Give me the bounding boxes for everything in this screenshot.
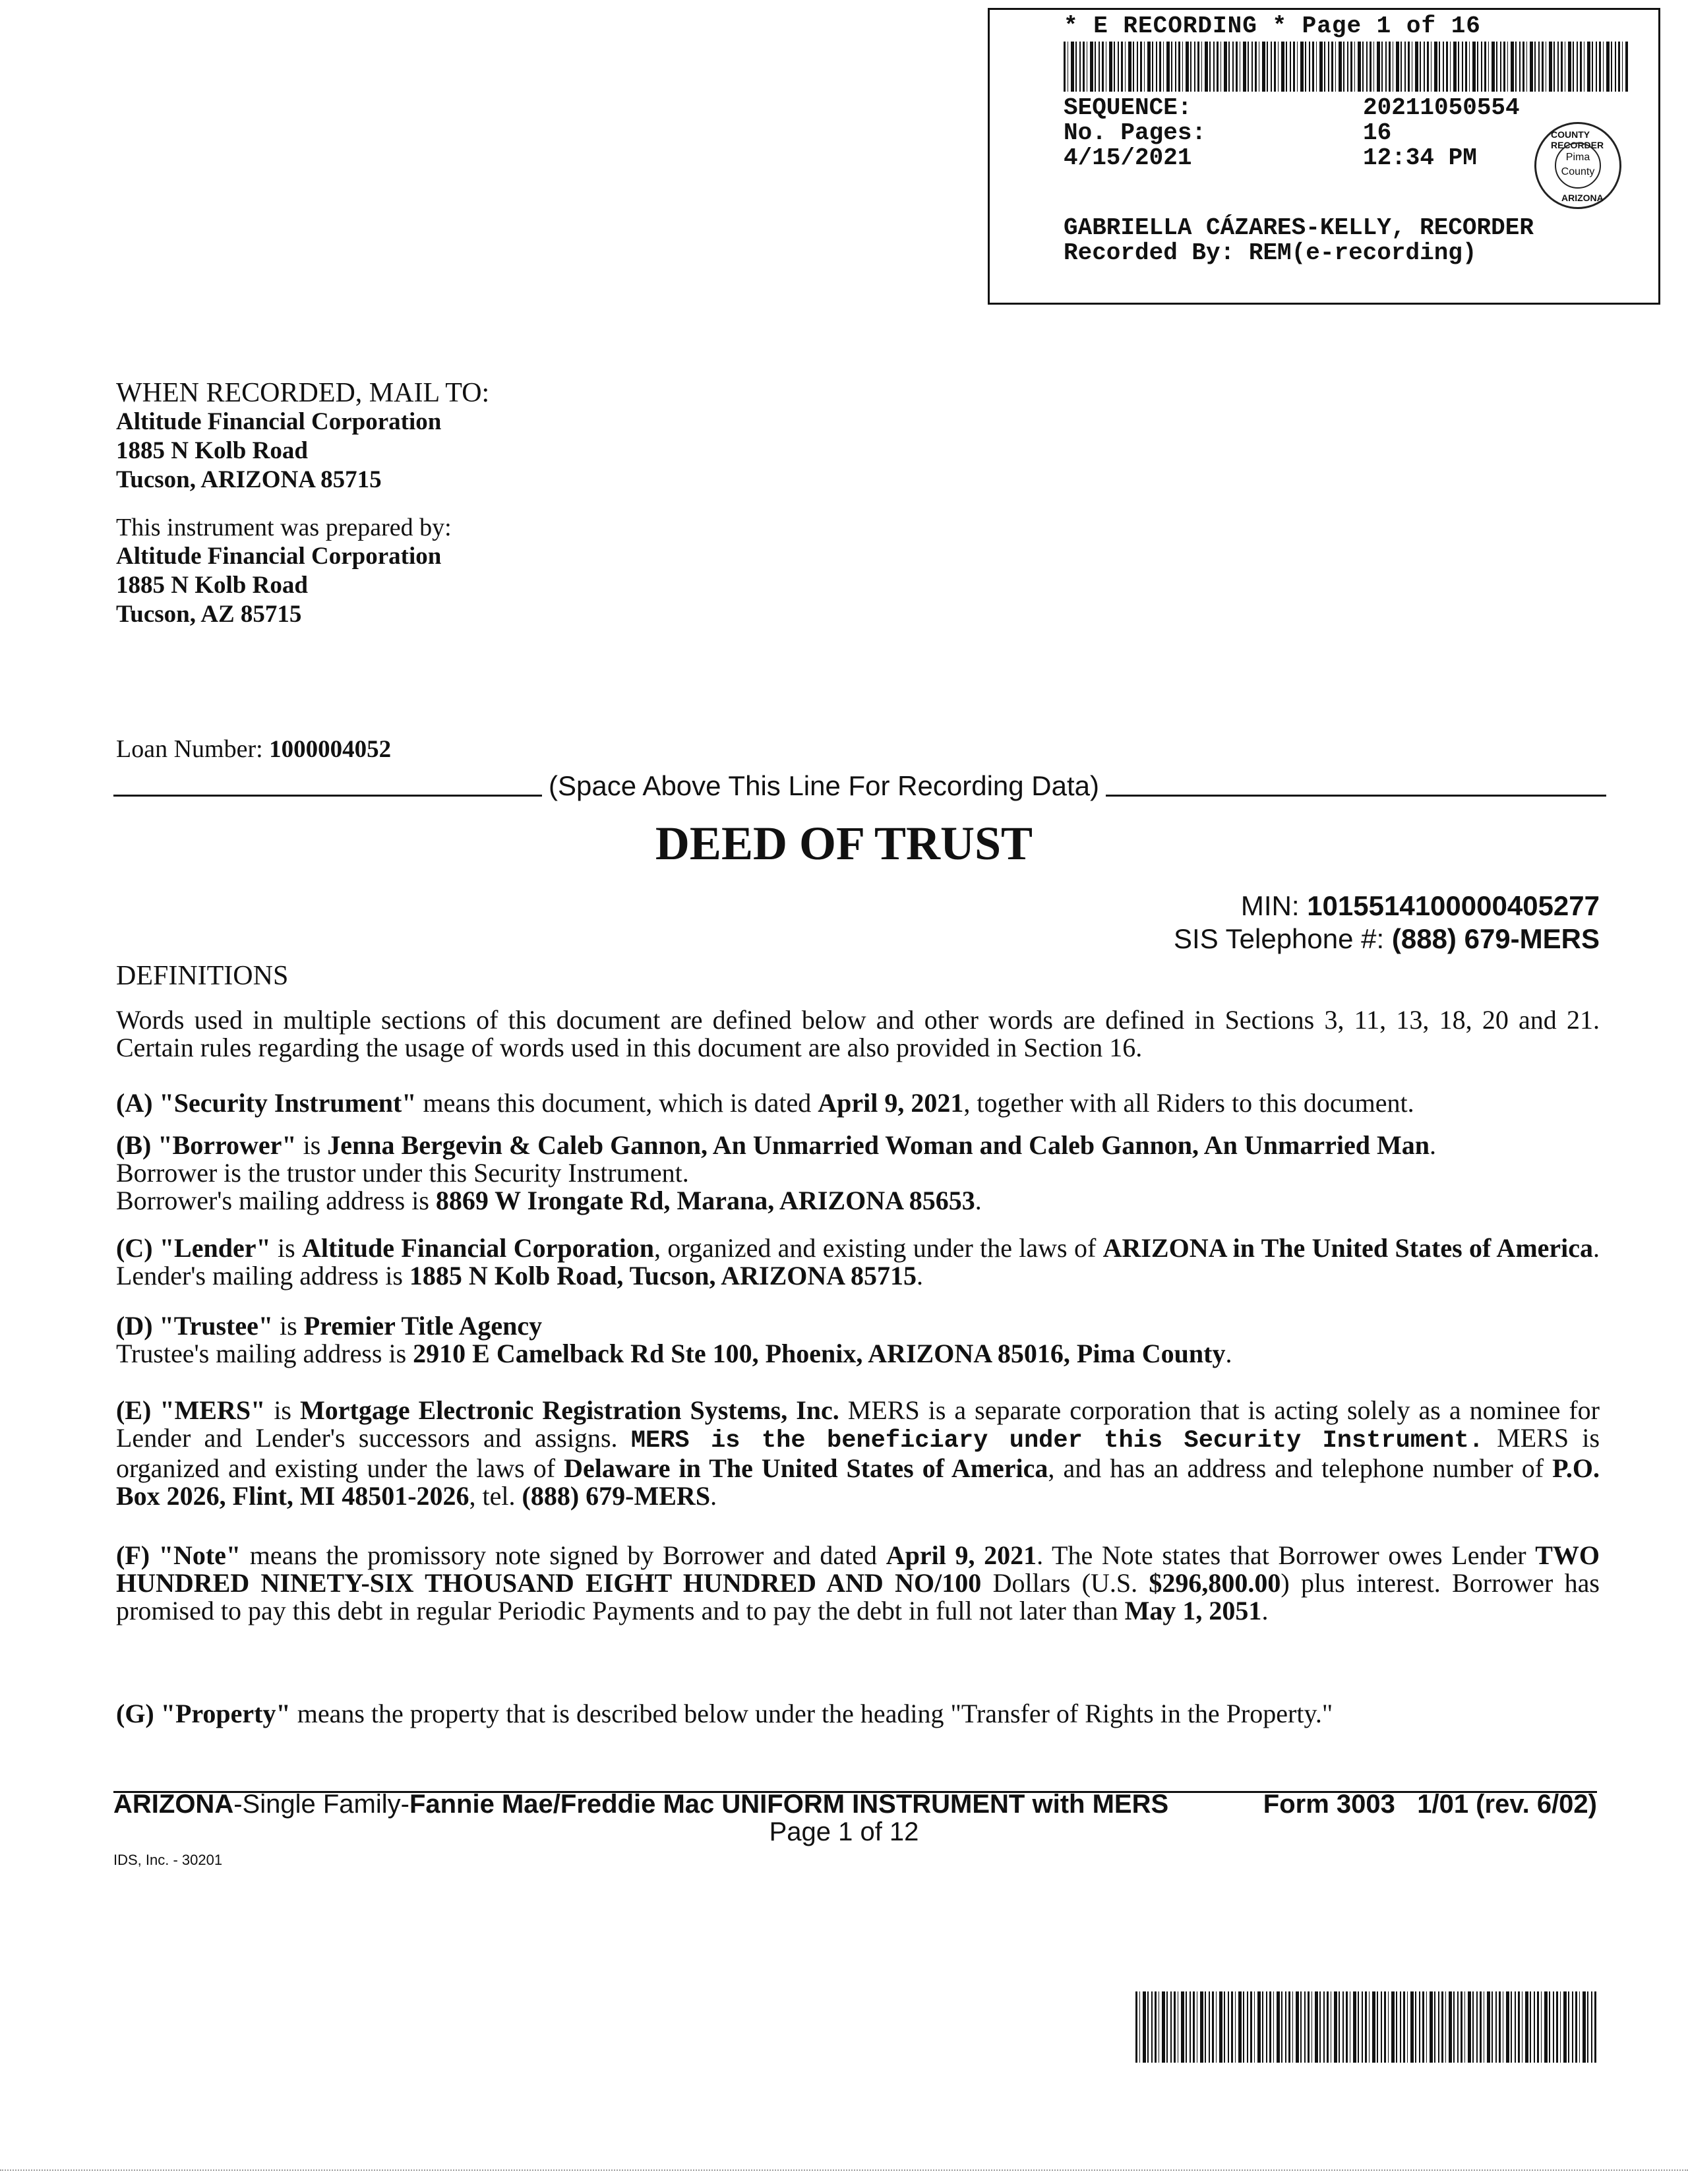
trustee-address: 2910 E Camelback Rd Ste 100, Phoenix, ARIZONA 85016, Pima County (413, 1339, 1226, 1368)
note-date: April 9, 2021 (886, 1540, 1037, 1570)
def-text: is (265, 1395, 301, 1425)
def-text: . (1429, 1130, 1436, 1160)
loan-number-value: 1000004052 (269, 736, 392, 763)
def-text: means the promissory note signed by Borrower and dated (241, 1540, 886, 1570)
lender-name: Altitude Financial Corporation (302, 1233, 655, 1263)
def-text: ) plus interest. Borrower has promised to pay this debt in regular Periodic Payments and to pay the debt in full not later than (116, 1568, 1600, 1625)
rule-right (1106, 795, 1606, 797)
definition-a (116, 1089, 1600, 1117)
mers-laws: Delaware in The United States of America (564, 1453, 1048, 1483)
lender-laws: ARIZONA in The United States of America (1102, 1233, 1594, 1263)
borrower-names: Jenna Bergevin & Caleb Gannon, An Unmarried Woman and Caleb Gannon, An Unmarried Man (327, 1130, 1430, 1160)
sequence-label: SEQUENCE: (1064, 94, 1192, 121)
sis-value: (888) 679-MERS (1391, 923, 1600, 954)
mail-to-line: Tucson, ARIZONA 85715 (116, 466, 382, 493)
term-property: (G) "Property" (116, 1699, 291, 1728)
space-above-text: (Space Above This Line For Recording Data) (549, 770, 1099, 801)
def-text: , organized and existing under the laws of (654, 1233, 1103, 1263)
definition-e (116, 1397, 1600, 1510)
min-label: MIN: (1240, 890, 1300, 921)
maturity-date: May 1, 2051 (1124, 1596, 1262, 1625)
recording-space-line (113, 770, 1606, 802)
recorded-by: Recorded By: REM(e-recording) (1064, 239, 1477, 266)
min-value: 1015514100000405277 (1307, 890, 1600, 921)
definition-d (116, 1312, 1600, 1368)
seal-arc-top: COUNTY RECORDER (1551, 129, 1604, 150)
def-text: . (710, 1481, 717, 1511)
mail-to-line: 1885 N Kolb Road (116, 437, 308, 464)
def-text: . (975, 1186, 982, 1215)
footer-form: Form 3003 1/01 (rev. 6/02) (1263, 1790, 1597, 1819)
ids-code: IDS, Inc. - 30201 (113, 1852, 223, 1868)
recorder-name: GABRIELLA CÁZARES-KELLY, RECORDER (1064, 214, 1534, 241)
amount-figure: $296,800.00 (1149, 1568, 1281, 1598)
term-note: (F) "Note" (116, 1540, 241, 1570)
mers-name: Mortgage Electronic Registration Systems, Inc. (300, 1395, 839, 1425)
definitions-heading: DEFINITIONS (116, 961, 289, 991)
def-text: is (270, 1233, 303, 1263)
stamp-header: * E RECORDING * Page 1 of 16 (1064, 13, 1481, 40)
def-text: , and has an address and telephone number of (1048, 1453, 1553, 1483)
sis-label: SIS Telephone #: (1174, 923, 1385, 954)
borrower-address: 8869 W Irongate Rd, Marana, ARIZONA 85653 (435, 1186, 975, 1215)
mers-address: P.O. Box 2026, Flint, MI 48501-2026 (116, 1453, 1600, 1511)
definition-g (116, 1700, 1600, 1728)
def-text: MERS is a separate corporation that is acting solely as a nominee for Lender and Lender's successors and assigns. (116, 1395, 1600, 1453)
def-text: means the property that is described below under the heading "Transfer of Rights in the Property." (290, 1699, 1333, 1728)
sequence-value: 20211050554 (1363, 94, 1520, 121)
loan-number-label: Loan Number: (116, 735, 263, 763)
definitions-intro: Words used in multiple sections of this document are defined below and other words are defined in Sections 3, 11, 13, 18, 20 and 21. Certain rules regarding the usage of words used in this document are also provided in Section 16. (116, 1005, 1600, 1062)
footer-uniform: Fannie Mae/Freddie Mac UNIFORM INSTRUMENT with MERS (409, 1790, 1169, 1819)
rule-left (113, 795, 542, 797)
def-text: . (1225, 1339, 1232, 1368)
definition-f (116, 1542, 1600, 1625)
footer-state: ARIZONA (113, 1790, 234, 1819)
def-text: MERS is organized and existing under the laws of (116, 1423, 1600, 1483)
form-footer (113, 1790, 1597, 1819)
min-line (1241, 890, 1600, 922)
pages-value: 16 (1363, 119, 1392, 146)
term-borrower: (B) "Borrower" (116, 1130, 297, 1160)
recording-date: 4/15/2021 (1064, 144, 1192, 171)
prepared-by-line: 1885 N Kolb Road (116, 572, 308, 599)
amount-words: TWO HUNDRED NINETY-SIX THOUSAND EIGHT HUNDRED AND NO/100 (116, 1540, 1600, 1598)
recording-time: 12:34 PM (1363, 144, 1477, 171)
def-text: means this document, which is dated (416, 1088, 818, 1118)
instrument-date: April 9, 2021 (818, 1088, 964, 1118)
seal-center: Pima County (1555, 142, 1601, 189)
def-text: . (916, 1261, 923, 1290)
def-text: Dollars (U.S. (981, 1568, 1149, 1598)
county-seal-icon (1534, 122, 1621, 209)
trustee-name: Premier Title Agency (303, 1311, 543, 1341)
term-mers: (E) "MERS" (116, 1395, 266, 1425)
def-text: . (1261, 1596, 1269, 1625)
stamp-barcode (1064, 42, 1628, 92)
mail-to-line: Altitude Financial Corporation (116, 408, 442, 435)
loan-number (116, 735, 391, 764)
def-text: . The Note states that Borrower owes Lender (1037, 1540, 1536, 1570)
prepared-by-block (116, 513, 452, 629)
pages-label: No. Pages: (1064, 119, 1207, 146)
def-text: . Lender's mailing address is (116, 1233, 1600, 1290)
mail-to-block (116, 379, 489, 495)
def-text: is (273, 1311, 304, 1341)
mers-phone: (888) 679-MERS (522, 1481, 711, 1511)
term-security-instrument: (A) "Security Instrument" (116, 1088, 417, 1118)
def-text: Borrower is the trustor under this Security Instrument. (116, 1158, 689, 1188)
page-number: Page 1 of 12 (769, 1817, 919, 1846)
definition-c (116, 1234, 1600, 1290)
document-barcode (1135, 1991, 1597, 2063)
def-text: is (296, 1130, 328, 1160)
scan-edge (0, 2169, 1688, 2171)
def-text: , tel. (469, 1481, 522, 1511)
lender-address: 1885 N Kolb Road, Tucson, ARIZONA 85715 (409, 1261, 917, 1290)
seal-arc-bottom: ARIZONA (1561, 193, 1604, 203)
def-text: , together with all Riders to this document. (963, 1088, 1414, 1118)
term-lender: (C) "Lender" (116, 1233, 271, 1263)
def-text: Borrower's mailing address is (116, 1186, 436, 1215)
definition-b (116, 1132, 1600, 1215)
def-text: Trustee's mailing address is (116, 1339, 413, 1368)
prepared-by-line: Tucson, AZ 85715 (116, 601, 302, 628)
prepared-by-heading: This instrument was prepared by: (116, 514, 452, 541)
document-title: DEED OF TRUST (655, 817, 1033, 870)
term-trustee: (D) "Trustee" (116, 1311, 274, 1341)
prepared-by-line: Altitude Financial Corporation (116, 543, 442, 570)
recording-stamp (988, 8, 1660, 305)
sis-line (1174, 923, 1600, 955)
mail-to-heading: WHEN RECORDED, MAIL TO: (116, 378, 490, 408)
mers-beneficiary: MERS is the beneficiary under this Security Instrument. (630, 1427, 1484, 1455)
footer-type: -Single Family- (233, 1790, 409, 1819)
